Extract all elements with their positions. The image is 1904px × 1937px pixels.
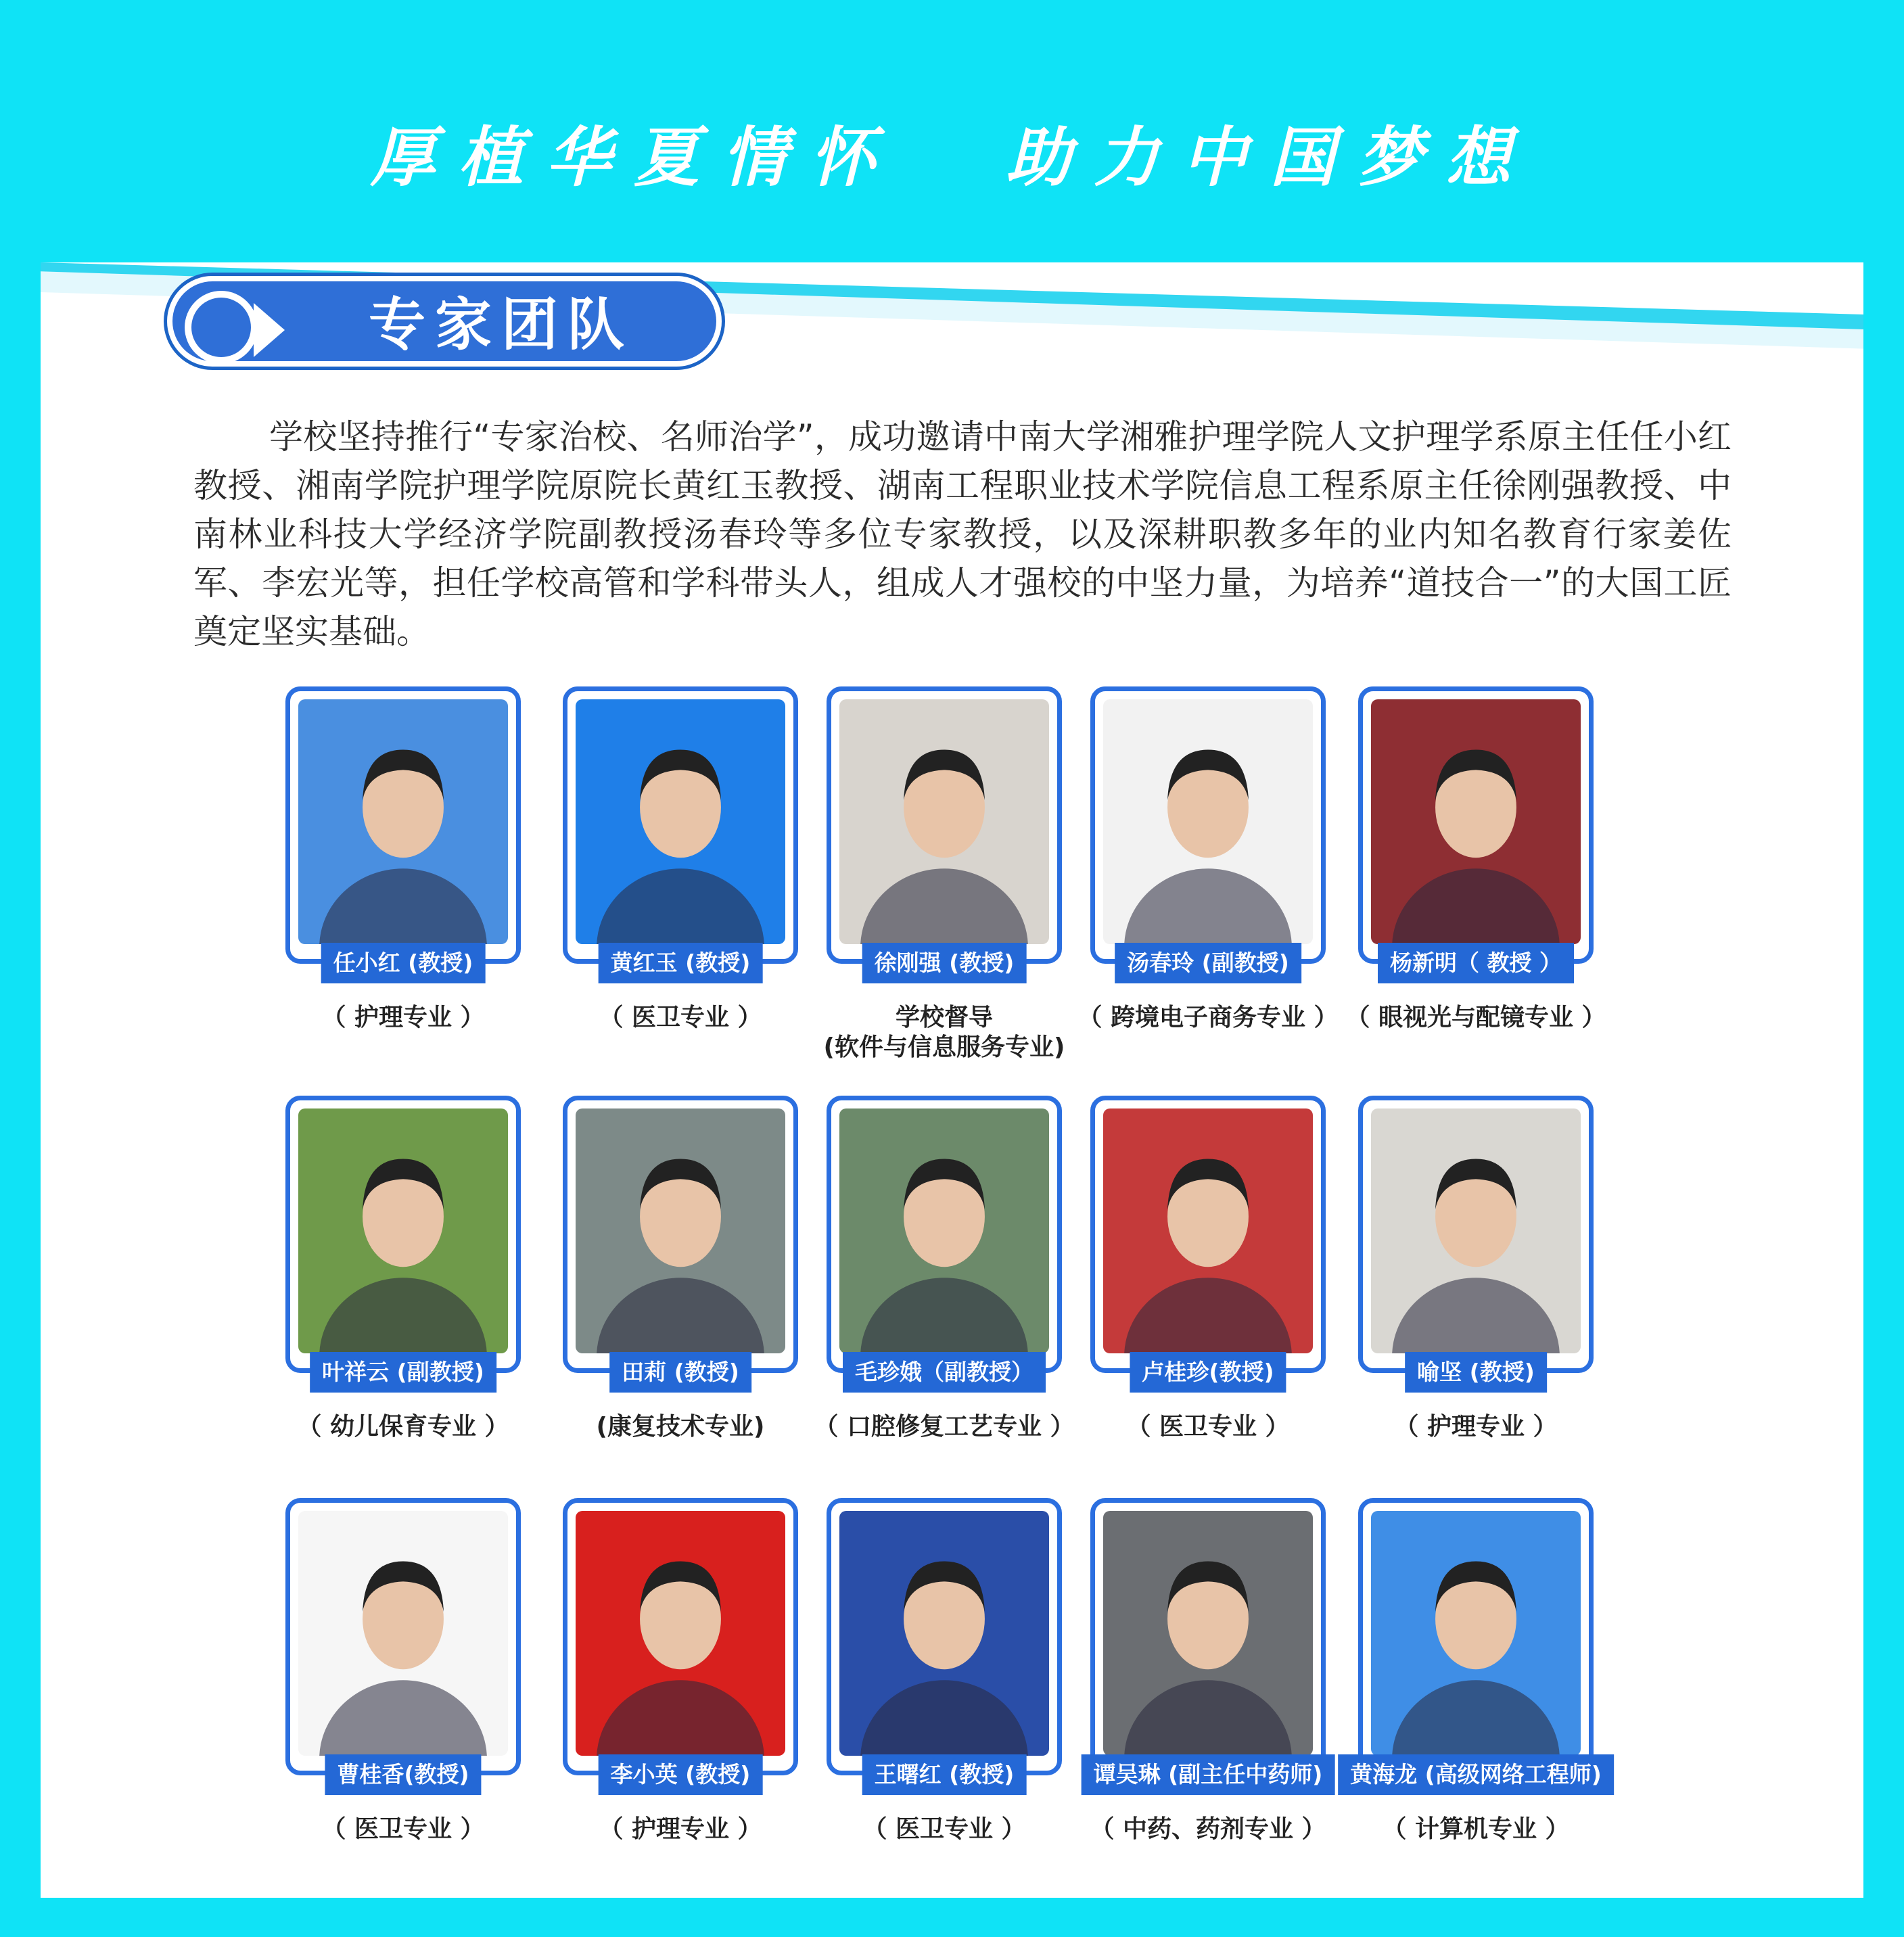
expert-specialty: （ 护理专业 ） <box>599 1815 762 1843</box>
expert-specialty: （ 医卫专业 ） <box>321 1815 485 1843</box>
expert-card <box>1358 1096 1594 1385</box>
expert-photo <box>576 1108 785 1353</box>
expert-photo <box>1103 1511 1313 1756</box>
expert-card <box>827 1498 1062 1788</box>
expert-name: 叶祥云 (副教授) <box>310 1352 496 1393</box>
expert-name: 李小英 (教授) <box>599 1754 763 1795</box>
expert-photo <box>298 1108 508 1353</box>
expert-card <box>1358 686 1594 976</box>
expert-name: 任小红 (教授) <box>321 943 486 983</box>
expert-specialty: （ 护理专业 ） <box>1394 1413 1558 1441</box>
expert-name: 曹桂香(教授) <box>325 1754 481 1795</box>
section-banner <box>164 273 725 370</box>
expert-card <box>285 686 521 976</box>
slogan-left: 厚植华夏情怀 <box>370 118 898 195</box>
expert-name: 卢桂珍(教授) <box>1130 1352 1286 1393</box>
expert-card <box>285 1096 521 1385</box>
expert-card <box>1090 1498 1326 1788</box>
expert-name: 黄红玉 (教授) <box>599 943 763 983</box>
expert-specialty: （ 口腔修复工艺专业 ） <box>814 1413 1075 1441</box>
slogan <box>0 95 1904 210</box>
circle-icon <box>185 291 258 364</box>
expert-specialty: （ 计算机专业 ） <box>1382 1815 1570 1843</box>
expert-specialty: （ 护理专业 ） <box>321 1004 485 1031</box>
expert-photo <box>1103 1108 1313 1353</box>
expert-photo <box>576 699 785 944</box>
expert-photo <box>298 699 508 944</box>
expert-specialty: （ 医卫专业 ） <box>599 1004 762 1031</box>
expert-specialty: （ 医卫专业 ） <box>1126 1413 1290 1441</box>
expert-photo <box>839 1511 1049 1756</box>
expert-photo <box>1371 1108 1581 1353</box>
expert-photo <box>298 1511 508 1756</box>
expert-specialty: 学校督导 (软件与信息服务专业) <box>823 1004 1065 1061</box>
banner-fill <box>172 281 716 361</box>
expert-card <box>563 1096 798 1385</box>
expert-name: 王曙红 (教授) <box>862 1754 1027 1795</box>
expert-name: 汤春玲 (副教授) <box>1115 943 1301 983</box>
expert-card <box>563 1498 798 1788</box>
expert-photo <box>839 1108 1049 1353</box>
expert-photo <box>1371 699 1581 944</box>
expert-card <box>563 686 798 976</box>
expert-specialty: （ 中药、药剂专业 ） <box>1090 1815 1326 1843</box>
expert-name: 喻坚 (教授) <box>1405 1352 1547 1393</box>
expert-specialty: (康复技术专业) <box>596 1413 765 1441</box>
expert-specialty: （ 医卫专业 ） <box>862 1815 1026 1843</box>
expert-specialty: （ 幼儿保育专业 ） <box>297 1413 509 1441</box>
expert-name: 毛珍娥（副教授） <box>843 1352 1046 1393</box>
expert-card <box>285 1498 521 1788</box>
expert-card <box>827 1096 1062 1385</box>
intro-paragraph: 学校坚持推行“专家治校、名师治学”，成功邀请中南大学湘雅护理学院人文护理学系原主任任小红教授、湘南学院护理学院原院长黄红玉教授、湖南工程职业技术学院信息工程系原主任徐刚强教授、中南林业科技大学经济学院副教授汤春玲等多位专家教授，以及深耕职教多年的业内知名教育行家姜佐军、李宏光等，担任学校高管和学科带头人，组成人才强校的中坚力量，为培养“道技合一”的大国工匠奠定坚实基础。 <box>193 417 1732 651</box>
expert-name: 黄海龙 (高级网络工程师) <box>1338 1754 1614 1795</box>
arrow-right-icon <box>254 303 285 357</box>
expert-specialty: （ 跨境电子商务专业 ） <box>1077 1004 1339 1031</box>
expert-specialty: （ 眼视光与配镜专业 ） <box>1345 1004 1606 1031</box>
expert-name: 徐刚强 (教授) <box>862 943 1027 983</box>
section-title: 专家团队 <box>369 291 634 358</box>
slogan-right: 助力中国梦想 <box>1006 118 1534 195</box>
expert-card <box>827 686 1062 976</box>
expert-card <box>1350 1498 1602 1788</box>
expert-photo <box>576 1511 785 1756</box>
expert-card <box>1090 686 1326 976</box>
expert-name: 谭吴琳 (副主任中药师) <box>1082 1754 1335 1795</box>
expert-name: 杨新明（ 教授 ） <box>1378 943 1574 983</box>
expert-photo <box>1371 1511 1581 1756</box>
expert-photo <box>839 699 1049 944</box>
expert-photo <box>1103 699 1313 944</box>
expert-name: 田莉 (教授) <box>609 1352 751 1393</box>
expert-card <box>1090 1096 1326 1385</box>
